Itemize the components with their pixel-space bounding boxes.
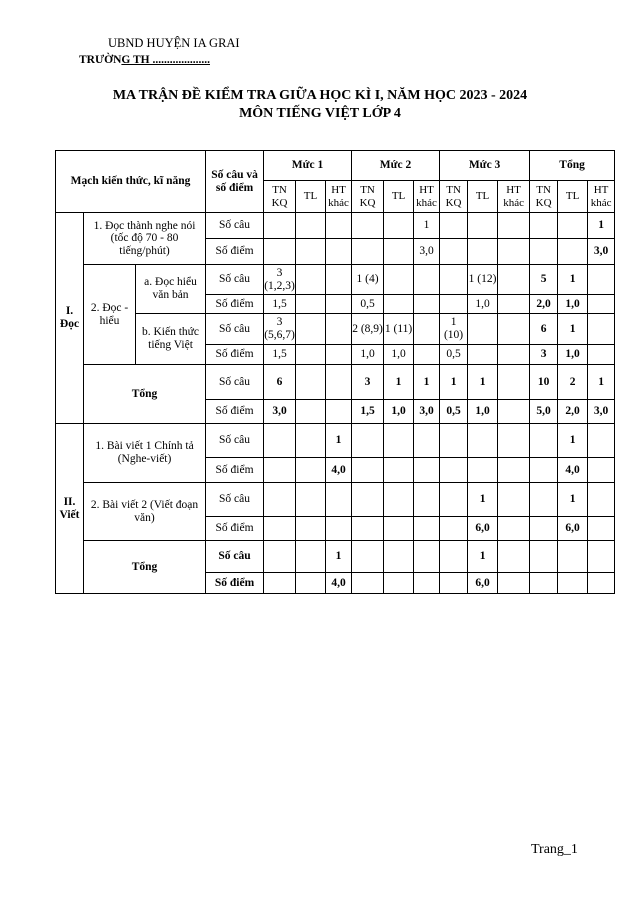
table-cell <box>440 213 468 239</box>
header-htkhac: HT khác <box>326 181 352 213</box>
header-tnkq: TN KQ <box>264 181 296 213</box>
table-cell <box>352 213 384 239</box>
table-cell <box>588 541 615 573</box>
table-cell: 1 <box>326 424 352 458</box>
table-cell <box>498 314 530 345</box>
category-doc-thanh: 1. Đọc thành nghe nói (tốc độ 70 - 80 tiếng/phút) <box>84 213 206 265</box>
table-cell <box>414 345 440 365</box>
table-cell <box>498 265 530 295</box>
table-cell <box>296 424 326 458</box>
table-cell <box>326 345 352 365</box>
table-cell <box>326 239 352 265</box>
table-cell: 1 <box>558 424 588 458</box>
header-tl: TL <box>558 181 588 213</box>
table-cell <box>530 424 558 458</box>
table-cell: 1,5 <box>264 345 296 365</box>
table-cell <box>296 314 326 345</box>
table-cell: 1 <box>468 365 498 400</box>
table-cell <box>296 239 326 265</box>
table-cell: 1 <box>588 213 615 239</box>
table-cell <box>440 517 468 541</box>
org-name: UBND HUYỆN IA GRAI <box>108 36 240 50</box>
table-cell: 6 <box>264 365 296 400</box>
table-cell <box>326 213 352 239</box>
table-row <box>56 314 615 345</box>
header-tong: Tổng <box>530 151 615 181</box>
table-cell: 2,0 <box>530 295 558 314</box>
table-cell <box>384 239 414 265</box>
table-cell: 1 <box>414 365 440 400</box>
table-cell: 3 <box>352 365 384 400</box>
table-cell: 6 <box>530 314 558 345</box>
table-cell <box>530 458 558 483</box>
row-label-so-diem: Số điểm <box>206 517 264 541</box>
table-cell: 2 <box>558 365 588 400</box>
row-label-so-cau: Số câu <box>206 424 264 458</box>
row-label-so-cau: Số câu <box>206 483 264 517</box>
table-cell <box>440 541 468 573</box>
table-cell: 6,0 <box>468 517 498 541</box>
table-cell <box>530 213 558 239</box>
header-muc1: Mức 1 <box>264 151 352 181</box>
table-cell: 0,5 <box>352 295 384 314</box>
total-label: Tổng <box>84 365 206 424</box>
table-cell <box>440 424 468 458</box>
table-cell <box>352 517 384 541</box>
table-cell <box>384 295 414 314</box>
table-cell <box>558 213 588 239</box>
table-cell <box>296 517 326 541</box>
category-bai-viet-2: 2. Bài viết 2 (Viết đoạn văn) <box>84 483 206 541</box>
table-cell <box>384 265 414 295</box>
table-cell: 1 <box>468 483 498 517</box>
table-cell <box>498 424 530 458</box>
table-cell <box>498 483 530 517</box>
table-cell <box>296 400 326 424</box>
table-cell: 1,0 <box>384 345 414 365</box>
table-cell <box>384 541 414 573</box>
table-cell: 6,0 <box>468 573 498 594</box>
table-cell <box>384 517 414 541</box>
table-cell <box>326 517 352 541</box>
header-socau: Số câu và số điểm <box>206 151 264 213</box>
category-doc-hieu: 2. Đọc - hiểu <box>84 265 136 365</box>
table-cell <box>440 239 468 265</box>
category-bai-viet-1: 1. Bài viết 1 Chính tả (Nghe-viết) <box>84 424 206 483</box>
table-cell: 1,0 <box>384 400 414 424</box>
table-cell: 3 (1,2,3) <box>264 265 296 295</box>
table-cell: 4,0 <box>326 573 352 594</box>
table-cell <box>588 424 615 458</box>
table-cell <box>414 265 440 295</box>
table-cell: 0,5 <box>440 400 468 424</box>
page-number: Trang_1 <box>531 842 578 857</box>
table-cell <box>530 573 558 594</box>
header-htkhac: HT khác <box>588 181 615 213</box>
document-title: MA TRẬN ĐỀ KIỂM TRA GIỮA HỌC KÌ I, NĂM HỌC 2023 - 2024 <box>112 88 528 103</box>
header-mach: Mạch kiến thức, kĩ năng <box>56 151 206 213</box>
table-cell: 1 <box>558 483 588 517</box>
table-cell: 3 (5,6,7) <box>264 314 296 345</box>
table-cell: 1,0 <box>558 345 588 365</box>
row-label-so-diem: Số điểm <box>206 295 264 314</box>
table-cell: 1,0 <box>558 295 588 314</box>
table-cell <box>352 239 384 265</box>
table-cell <box>468 213 498 239</box>
table-cell: 1 <box>326 541 352 573</box>
table-row <box>56 483 615 517</box>
row-label-so-cau: Số câu <box>206 213 264 239</box>
table-cell: 1,5 <box>352 400 384 424</box>
document-subtitle: MÔN TIẾNG VIỆT LỚP 4 <box>239 106 401 121</box>
table-cell: 1 (4) <box>352 265 384 295</box>
table-cell <box>264 541 296 573</box>
table-cell: 1 <box>558 314 588 345</box>
school-name <box>79 54 210 66</box>
table-cell <box>498 541 530 573</box>
table-cell <box>326 365 352 400</box>
table-cell <box>296 213 326 239</box>
school-name-prefix: TRƯỜN <box>79 54 122 66</box>
table-cell <box>530 517 558 541</box>
header-tl: TL <box>296 181 326 213</box>
header-tl: TL <box>468 181 498 213</box>
table-cell: 1 <box>414 213 440 239</box>
table-cell <box>296 541 326 573</box>
table-cell <box>588 265 615 295</box>
table-row <box>56 213 615 239</box>
table-cell <box>296 573 326 594</box>
subcategory-kien-thuc-tieng-viet: b. Kiến thức tiếng Việt <box>136 314 206 365</box>
row-label-so-cau: Số câu <box>206 365 264 400</box>
table-cell <box>468 239 498 265</box>
table-cell <box>384 458 414 483</box>
table-cell <box>588 295 615 314</box>
table-cell <box>588 483 615 517</box>
table-cell <box>352 573 384 594</box>
row-label-so-cau: Số câu <box>206 314 264 345</box>
table-cell <box>498 573 530 594</box>
table-row <box>56 541 615 573</box>
table-cell <box>498 213 530 239</box>
table-cell <box>468 314 498 345</box>
table-cell <box>588 573 615 594</box>
table-cell: 3 <box>530 345 558 365</box>
table-cell <box>384 573 414 594</box>
table-row <box>56 265 615 295</box>
table-cell <box>440 458 468 483</box>
table-cell: 2,0 <box>558 400 588 424</box>
table-cell <box>384 424 414 458</box>
row-label-so-cau: Số câu <box>206 265 264 295</box>
table-cell <box>530 541 558 573</box>
table-cell <box>352 483 384 517</box>
table-cell <box>326 295 352 314</box>
table-cell <box>414 483 440 517</box>
table-cell <box>264 239 296 265</box>
table-cell: 1 <box>558 265 588 295</box>
table-cell: 6,0 <box>558 517 588 541</box>
table-cell <box>414 424 440 458</box>
table-cell <box>498 345 530 365</box>
row-label-so-diem: Số điểm <box>206 400 264 424</box>
header-tnkq: TN KQ <box>440 181 468 213</box>
header-muc2: Mức 2 <box>352 151 440 181</box>
table-cell <box>326 483 352 517</box>
table-cell <box>468 424 498 458</box>
table-cell <box>440 573 468 594</box>
table-row <box>56 424 615 458</box>
header-row-1 <box>56 151 615 181</box>
table-cell <box>530 483 558 517</box>
table-cell: 10 <box>530 365 558 400</box>
table-cell: 2 (8,9) <box>352 314 384 345</box>
section-doc: I. Đọc <box>56 213 84 424</box>
table-cell: 1,0 <box>468 400 498 424</box>
table-cell <box>498 365 530 400</box>
table-cell: 1,5 <box>264 295 296 314</box>
table-cell <box>414 458 440 483</box>
table-cell: 1 <box>384 365 414 400</box>
table-cell <box>588 314 615 345</box>
table-cell <box>296 365 326 400</box>
table-cell: 0,5 <box>440 345 468 365</box>
table-cell <box>588 345 615 365</box>
header-tl: TL <box>384 181 414 213</box>
table-cell: 1,0 <box>468 295 498 314</box>
table-cell <box>326 265 352 295</box>
table-cell <box>440 265 468 295</box>
table-cell: 3,0 <box>414 400 440 424</box>
table-cell <box>264 573 296 594</box>
header-muc3: Mức 3 <box>440 151 530 181</box>
table-cell <box>498 517 530 541</box>
table-cell <box>296 295 326 314</box>
subcategory-doc-hieu-van-ban: a. Đọc hiểu văn bản <box>136 265 206 314</box>
header-htkhac: HT khác <box>414 181 440 213</box>
table-cell <box>588 458 615 483</box>
table-cell <box>352 541 384 573</box>
row-label-so-diem: Số điểm <box>206 239 264 265</box>
section-viet: II. Viết <box>56 424 84 594</box>
table-cell <box>264 517 296 541</box>
table-cell <box>414 295 440 314</box>
table-cell <box>468 458 498 483</box>
table-cell <box>296 345 326 365</box>
table-cell: 1 <box>440 365 468 400</box>
table-cell <box>414 314 440 345</box>
table-cell <box>498 295 530 314</box>
table-cell: 1,0 <box>352 345 384 365</box>
table-cell <box>384 213 414 239</box>
table-cell <box>264 458 296 483</box>
table-cell <box>264 483 296 517</box>
table-cell <box>326 400 352 424</box>
table-cell: 1 (10) <box>440 314 468 345</box>
table-row <box>56 365 615 400</box>
table-cell: 5,0 <box>530 400 558 424</box>
table-cell: 3,0 <box>588 400 615 424</box>
table-cell <box>558 239 588 265</box>
table-cell <box>414 517 440 541</box>
table-cell <box>414 573 440 594</box>
table-cell: 1 <box>468 541 498 573</box>
table-cell <box>440 483 468 517</box>
table-cell: 1 (12) <box>468 265 498 295</box>
table-cell <box>326 314 352 345</box>
table-cell <box>498 458 530 483</box>
school-name-rest: G TH .................... <box>121 54 210 66</box>
table-cell <box>440 295 468 314</box>
table-cell <box>264 424 296 458</box>
header-htkhac: HT khác <box>498 181 530 213</box>
table-cell <box>296 458 326 483</box>
table-cell <box>296 483 326 517</box>
row-label-so-diem: Số điểm <box>206 573 264 594</box>
table-cell <box>468 345 498 365</box>
table-cell <box>530 239 558 265</box>
table-cell <box>588 517 615 541</box>
table-cell <box>498 400 530 424</box>
total-label: Tổng <box>84 541 206 594</box>
table-cell <box>296 265 326 295</box>
header-tnkq: TN KQ <box>352 181 384 213</box>
table-cell <box>264 213 296 239</box>
table-cell: 3,0 <box>264 400 296 424</box>
table-cell: 4,0 <box>558 458 588 483</box>
row-label-so-diem: Số điểm <box>206 345 264 365</box>
table-cell <box>414 541 440 573</box>
table-cell: 3,0 <box>414 239 440 265</box>
header-tnkq: TN KQ <box>530 181 558 213</box>
table-cell: 4,0 <box>326 458 352 483</box>
row-label-so-diem: Số điểm <box>206 458 264 483</box>
table-cell <box>352 424 384 458</box>
table-cell: 1 <box>588 365 615 400</box>
table-cell: 5 <box>530 265 558 295</box>
table-cell <box>558 573 588 594</box>
table-cell <box>498 239 530 265</box>
table-cell <box>384 483 414 517</box>
table-cell <box>558 541 588 573</box>
row-label-so-cau: Số câu <box>206 541 264 573</box>
table-cell: 1 (11) <box>384 314 414 345</box>
table-cell <box>352 458 384 483</box>
matrix-table <box>55 150 615 594</box>
table-cell: 3,0 <box>588 239 615 265</box>
